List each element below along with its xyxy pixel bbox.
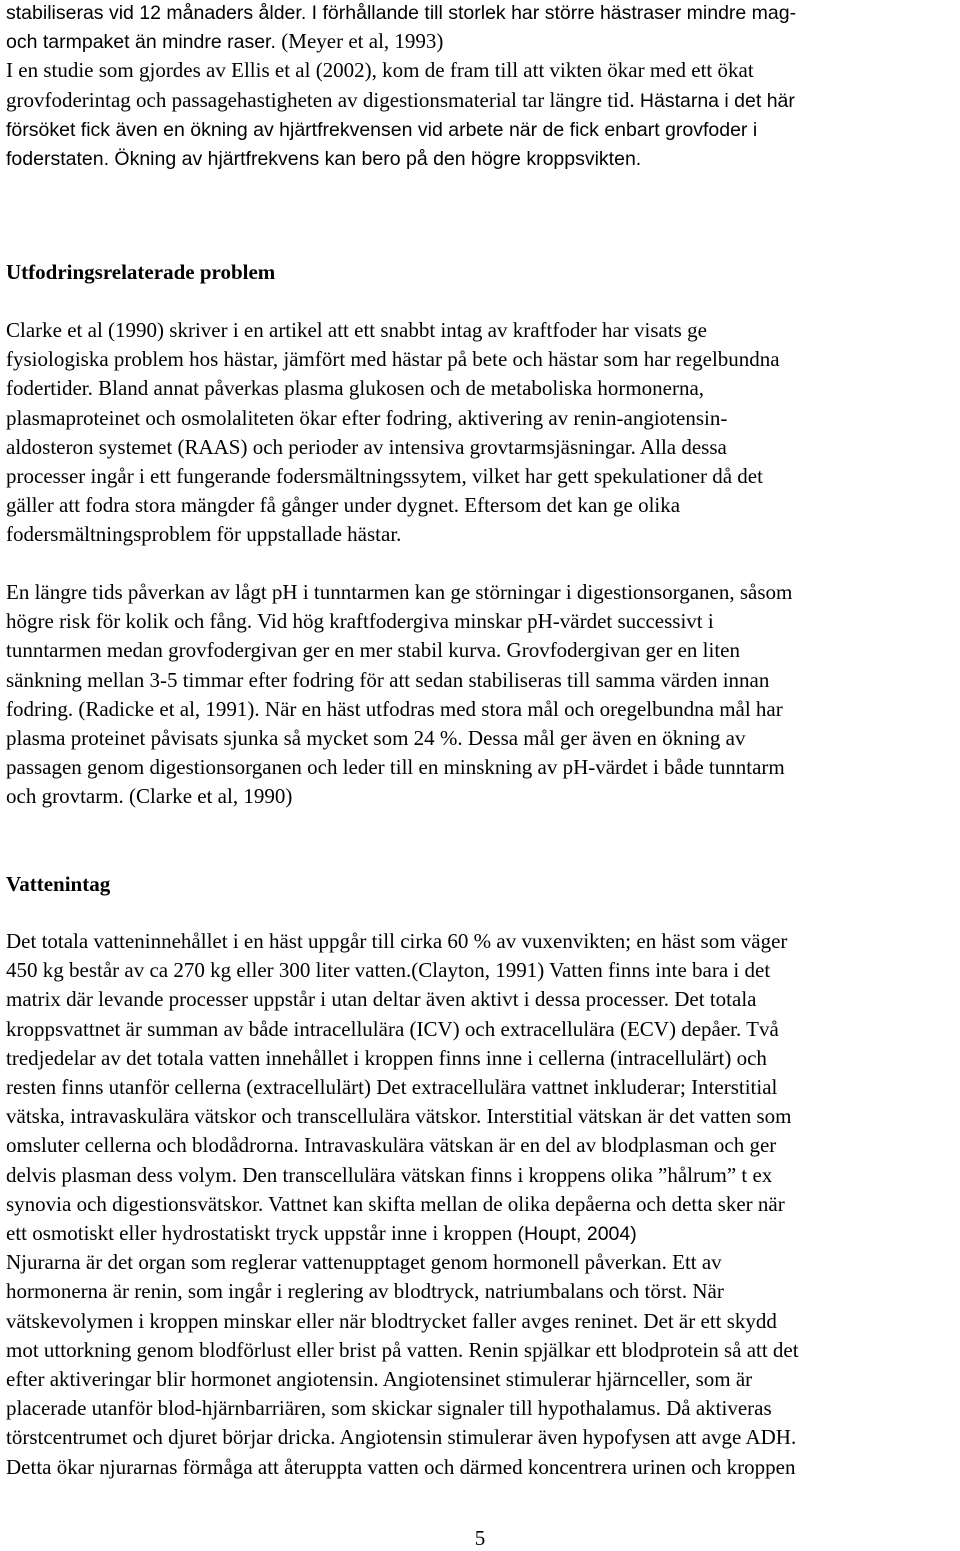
text-segment: 450 kg består av ca 270 kg eller 300 liter vatten.(Clayton, 1991) Vatten finns inte bara i det: [6, 958, 771, 983]
text-segment: grovfoderintag och passagehastigheten av digestionsmaterial tar längre tid.: [6, 87, 640, 112]
text-segment: fodersmältningsproblem för uppstallade hästar.: [6, 522, 402, 547]
text-line: [6, 520, 401, 549]
text-segment: stabiliseras vid 12 månaders ålder. I förhållande till storlek har större hästraser mindre mag-: [6, 2, 797, 24]
text-line: [6, 27, 443, 57]
text-segment: matrix där levande processer uppstår i utan deltar även aktivt i dessa processer. Det totala: [6, 987, 757, 1012]
text-line: [6, 1190, 785, 1219]
text-segment: fodertider. Bland annat påverkas plasma glukosen och de metaboliska hormonerna,: [6, 376, 705, 401]
text-line: [6, 0, 796, 28]
text-segment: delvis plasman dess volym. Den transcellulära vätskan finns i kroppens olika ”hålrum” t ex: [6, 1162, 773, 1187]
text-line: [6, 695, 783, 724]
text-line: [6, 491, 680, 520]
text-segment: En längre tids påverkan av lågt pH i tunntarmen kan ge störningar i digestionsorganen, såsom: [6, 580, 793, 604]
text-segment: mot uttorkning genom blodförlust eller brist på vatten. Renin spjälkar ett blodprotein så att det: [6, 1337, 799, 1362]
text-segment: högre risk för kolik och fång. Vid hög kraftfodergiva minskar pH-värdet successivt i: [6, 609, 714, 634]
text-segment: tredjedelar av det totala vatten innehållet i kroppen finns inne i cellerna (intracellulärt) och: [6, 1045, 767, 1070]
text-segment: Detta ökar njurarnas förmåga att återuppta vatten och därmed koncentrera urinen och kroppen: [6, 1454, 796, 1479]
text-line: [6, 927, 787, 956]
text-segment: efter aktiveringar blir hormonet angiotensin. Angiotensinet stimulerar hjärnceller, som är: [6, 1367, 753, 1391]
text-segment: gäller att fodra stora mängder få gånger under dygnet. Eftersom det kan ge olika: [6, 493, 681, 518]
text-segment: aldosteron systemet (RAAS) och perioder av intensiva grovtarmsjäsningar. Alla dessa: [6, 434, 727, 459]
text-line: [6, 1248, 722, 1277]
section-heading-vattenintag: Vattenintag: [6, 872, 111, 896]
text-line: [6, 607, 714, 636]
text-segment: kroppsvattnet är summan av både intracellulära (ICV) och extracellulära (ECV) depåer. Två: [6, 1016, 779, 1041]
text-segment: tunntarmen medan grovfodergivan ger en mer stabil kurva. Grovfodergivan ger en liten: [6, 638, 740, 663]
text-segment: ett osmotiskt eller hydrostatiskt tryck uppstår inne i kroppen: [6, 1221, 518, 1245]
text-segment: fysiologiska problem hos hästar, jämfört med hästar på bete och hästar som har regelbundna: [6, 347, 780, 372]
text-line: [6, 345, 780, 374]
text-segment: I en studie som gjordes av Ellis et al (2002), kom de fram till att vikten ökar med ett ökat: [6, 58, 754, 83]
text-segment: plasma proteinet påvisats sjunka så mycket som 24 %. Dessa mål ger även en ökning av: [6, 726, 746, 750]
text-line: [6, 144, 641, 174]
text-line: [6, 578, 792, 607]
text-line: [6, 316, 707, 345]
text-segment: passagen genom digestionsorganen och leder till en minskning av pH-värdet i både tunntarm: [6, 755, 785, 780]
text-segment: resten finns utanför cellerna (extracellulärt) Det extracellulära vattnet inkluderar; Interstitial: [6, 1075, 778, 1099]
text-line: [6, 1044, 767, 1073]
page-number: 5: [474, 1526, 486, 1550]
text-segment: omsluter cellerna och blodådrorna. Intravaskulära vätskan är en del av blodplasman och ger: [6, 1133, 777, 1158]
text-line: [6, 956, 770, 985]
text-segment: placerade utanför blod-hjärnbarriären, som skickar signaler till hypothalamus. Då aktiveras: [6, 1396, 772, 1421]
text-segment: (Meyer et al, 1993): [281, 29, 444, 54]
text-segment: Hästarna i det här: [639, 89, 795, 112]
text-segment: Njurarna är det organ som reglerar vattenupptaget genom hormonell påverkan. Ett av: [6, 1250, 722, 1275]
text-line: [6, 1073, 777, 1102]
text-line: [6, 462, 763, 491]
text-segment: (Houpt, 2004): [517, 1223, 637, 1245]
text-line: [6, 115, 757, 145]
section-heading-utfodring: Utfodringsrelaterade problem: [6, 260, 276, 284]
text-line: [6, 433, 727, 462]
text-line: [6, 86, 795, 116]
text-segment: plasmaproteinet och osmolaliteten ökar efter fodring, aktivering av renin-angiotensin-: [6, 405, 728, 430]
text-line: [6, 374, 704, 403]
text-segment: Det totala vatteninnehållet i en häst uppgår till cirka 60 % av vuxenvikten; en häst som väger: [6, 929, 788, 953]
text-segment: foderstaten. Ökning av hjärtfrekvens kan bero på den högre kroppsvikten.: [6, 148, 642, 170]
text-segment: vätskevolymen i kroppen minskar eller när blodtrycket faller avges reninet. Det är ett skydd: [6, 1308, 777, 1333]
text-line: [6, 1453, 796, 1482]
text-line: [6, 636, 740, 665]
text-line: [6, 1131, 776, 1160]
text-line: [6, 782, 292, 811]
text-segment: sänkning mellan 3-5 timmar efter fodring för att sedan stabiliseras till samma värden innan: [6, 667, 770, 692]
text-segment: törstcentrumet och djuret börjar dricka. Angiotensin stimulerar även hypofysen att avge ADH.: [6, 1425, 797, 1450]
text-line: [6, 724, 745, 753]
text-line: [6, 56, 754, 85]
text-line: [6, 1277, 724, 1306]
text-line: [6, 985, 756, 1014]
text-line: [6, 1336, 799, 1365]
text-segment: och tarmpaket än mindre raser.: [6, 31, 282, 54]
text-line: [6, 1102, 792, 1131]
text-line: [6, 1307, 777, 1336]
text-line: [6, 1161, 772, 1190]
text-segment: Clarke et al (1990) skriver i en artikel att ett snabbt intag av kraftfoder har visats ge: [6, 318, 707, 342]
text-line: [6, 666, 769, 695]
text-line: [6, 404, 727, 433]
text-line: [6, 1394, 772, 1423]
text-line: [6, 1015, 779, 1044]
text-line: [6, 1365, 752, 1394]
text-segment: processer ingår i ett fungerande fodersmältningssytem, vilket har gett spekulationer då det: [6, 464, 763, 488]
text-segment: synovia och digestionsvätskor. Vattnet kan skifta mellan de olika depåerna och detta sker när: [6, 1191, 785, 1216]
text-segment: fodring. (Radicke et al, 1991). När en häst utfodras med stora mål och oregelbundna mål har: [6, 696, 783, 721]
text-segment: hormonerna är renin, som ingår i reglering av blodtryck, natriumbalans och törst. När: [6, 1279, 724, 1304]
text-segment: vätska, intravaskulära vätskor och transcellulära vätskor. Interstitial vätskan är det vatten som: [6, 1104, 792, 1129]
text-line: [6, 1423, 796, 1452]
text-line: [6, 753, 785, 782]
text-line: [6, 1219, 637, 1249]
text-segment: och grovtarm. (Clarke et al, 1990): [6, 784, 293, 809]
text-segment: försöket fick även en ökning av hjärtfrekvensen vid arbete när de fick enbart grovfoder i: [6, 118, 758, 141]
